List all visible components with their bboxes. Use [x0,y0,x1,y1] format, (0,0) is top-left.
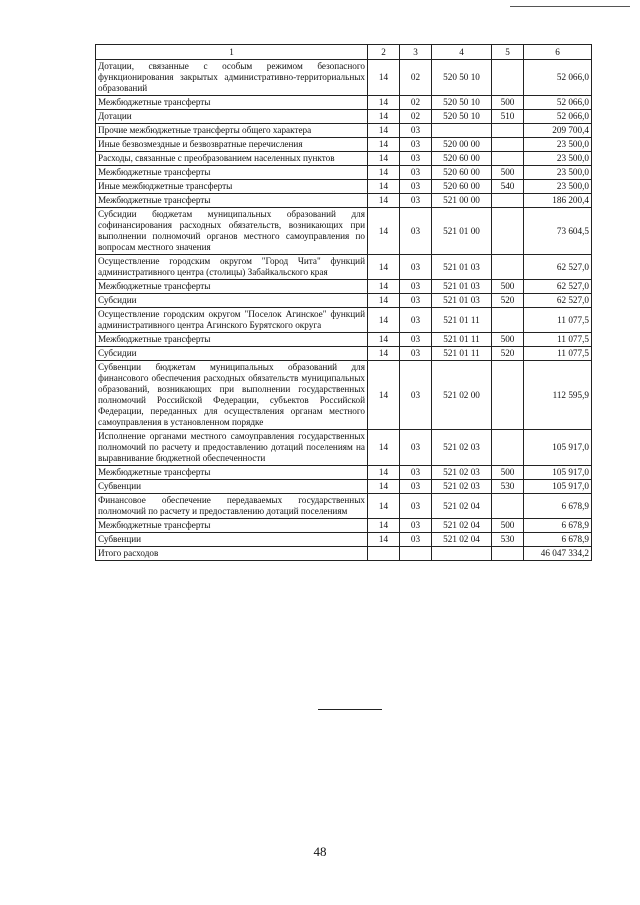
expense-type-code [492,138,524,152]
top-page-rule [510,6,630,7]
amount: 11 077,5 [524,333,592,347]
column-header: 5 [492,45,524,60]
row-name: Межбюджетные трансферты [96,96,368,110]
expenditure-table [95,44,592,561]
table-row [96,166,592,180]
subsection-code: 03 [400,430,432,466]
amount: 52 066,0 [524,96,592,110]
subsection-code: 03 [400,466,432,480]
target-item-code: 520 60 00 [432,152,492,166]
row-name: Расходы, связанные с преобразованием населенных пунктов [96,152,368,166]
target-item-code: 521 00 00 [432,194,492,208]
amount: 23 500,0 [524,180,592,194]
amount: 6 678,9 [524,494,592,519]
expense-type-code: 520 [492,347,524,361]
table-row [96,280,592,294]
table-row [96,110,592,124]
expense-type-code: 530 [492,480,524,494]
section-code: 14 [368,347,400,361]
amount: 209 700,4 [524,124,592,138]
expense-type-code: 500 [492,166,524,180]
total-sum: 46 047 334,2 [524,547,592,561]
target-item-code: 521 02 03 [432,480,492,494]
table-row [96,255,592,280]
row-name: Субсидии [96,347,368,361]
amount: 105 917,0 [524,466,592,480]
expense-type-code [492,430,524,466]
expense-type-code: 500 [492,466,524,480]
row-name: Межбюджетные трансферты [96,166,368,180]
subsection-code: 03 [400,519,432,533]
subsection-code: 03 [400,208,432,255]
expense-type-code: 530 [492,533,524,547]
table-row [96,430,592,466]
amount: 6 678,9 [524,519,592,533]
column-number-header-row [96,45,592,60]
target-item-code [432,124,492,138]
column-header: 6 [524,45,592,60]
target-item-code: 521 02 03 [432,430,492,466]
target-item-code: 521 02 04 [432,519,492,533]
expense-type-code: 500 [492,280,524,294]
table-row [96,361,592,430]
section-code: 14 [368,138,400,152]
subsection-code: 02 [400,110,432,124]
target-item-code: 521 02 00 [432,361,492,430]
target-item-code: 521 01 03 [432,255,492,280]
expense-type-code [492,308,524,333]
total-row [96,547,592,561]
target-item-code: 521 02 04 [432,533,492,547]
section-code: 14 [368,533,400,547]
expense-type-code: 540 [492,180,524,194]
row-name: Иные безвозмездные и безвозвратные перечисления [96,138,368,152]
subsection-code: 03 [400,294,432,308]
amount: 62 527,0 [524,294,592,308]
subsection-code: 03 [400,347,432,361]
closing-rule [318,709,382,710]
subsection-code: 03 [400,333,432,347]
row-name: Дотации [96,110,368,124]
total-empty-cell [492,547,524,561]
subsection-code: 03 [400,533,432,547]
table-row [96,480,592,494]
section-code: 14 [368,361,400,430]
table-row [96,519,592,533]
expense-type-code [492,361,524,430]
row-name: Финансовое обеспечение передаваемых государственных полномочий по расчету и предоставлению дотаций поселениям [96,494,368,519]
subsection-code: 03 [400,280,432,294]
table-row [96,180,592,194]
row-name: Субсидии [96,294,368,308]
row-name: Прочие межбюджетные трансферты общего характера [96,124,368,138]
amount: 11 077,5 [524,347,592,361]
target-item-code: 521 02 04 [432,494,492,519]
subsection-code: 03 [400,152,432,166]
column-header: 2 [368,45,400,60]
row-name: Дотации, связанные с особым режимом безопасного функционирования закрытых административно-территориальных образований [96,60,368,96]
target-item-code: 521 01 03 [432,280,492,294]
target-item-code: 520 50 10 [432,96,492,110]
table-row [96,294,592,308]
section-code: 14 [368,60,400,96]
subsection-code: 02 [400,60,432,96]
table-row [96,96,592,110]
table-row [96,60,592,96]
expense-type-code [492,60,524,96]
target-item-code: 520 50 10 [432,110,492,124]
expense-type-code [492,494,524,519]
subsection-code: 03 [400,138,432,152]
section-code: 14 [368,294,400,308]
row-name: Осуществление городским округом "Поселок Агинское" функций административного центра Агинского Бурятского округа [96,308,368,333]
expense-type-code [492,152,524,166]
total-empty-cell [400,547,432,561]
section-code: 14 [368,180,400,194]
amount: 52 066,0 [524,60,592,96]
table-body [96,60,592,547]
section-code: 14 [368,110,400,124]
row-name: Субсидии бюджетам муниципальных образований для софинансирования расходных обязательств, возникающих при выполнении полномочий органов местного самоуправления по вопросам местного значения [96,208,368,255]
table-row [96,208,592,255]
amount: 105 917,0 [524,430,592,466]
table-row [96,533,592,547]
target-item-code: 520 60 00 [432,166,492,180]
section-code: 14 [368,308,400,333]
amount: 23 500,0 [524,152,592,166]
table-row [96,466,592,480]
amount: 52 066,0 [524,110,592,124]
row-name: Межбюджетные трансферты [96,333,368,347]
amount: 62 527,0 [524,255,592,280]
section-code: 14 [368,208,400,255]
section-code: 14 [368,124,400,138]
target-item-code: 521 01 00 [432,208,492,255]
page-number: 48 [313,844,327,859]
section-code: 14 [368,519,400,533]
amount: 73 604,5 [524,208,592,255]
section-code: 14 [368,194,400,208]
subsection-code: 03 [400,194,432,208]
row-name: Межбюджетные трансферты [96,519,368,533]
section-code: 14 [368,480,400,494]
subsection-code: 03 [400,308,432,333]
table-row [96,152,592,166]
table-row [96,124,592,138]
column-header: 4 [432,45,492,60]
expense-type-code: 520 [492,294,524,308]
table-row [96,138,592,152]
section-code: 14 [368,166,400,180]
section-code: 14 [368,280,400,294]
target-item-code: 521 01 11 [432,308,492,333]
section-code: 14 [368,333,400,347]
total-label: Итого расходов [96,547,368,561]
amount: 6 678,9 [524,533,592,547]
column-header: 1 [96,45,368,60]
subsection-code: 03 [400,166,432,180]
expense-type-code [492,255,524,280]
expense-type-code [492,194,524,208]
table-row [96,308,592,333]
subsection-code: 03 [400,124,432,138]
row-name: Осуществление городским округом "Город Чита" функций административного центра (столицы) Забайкальского края [96,255,368,280]
target-item-code: 520 50 10 [432,60,492,96]
section-code: 14 [368,96,400,110]
total-empty-cell [432,547,492,561]
subsection-code: 03 [400,180,432,194]
table-row [96,347,592,361]
table-row [96,194,592,208]
row-name: Исполнение органами местного самоуправления государственных полномочий по расчету и предоставлению дотаций поселениям на выравнивание бюджетной обеспеченности [96,430,368,466]
target-item-code: 521 01 11 [432,333,492,347]
row-name: Субвенции бюджетам муниципальных образований для финансового обеспечения расходных обязательств муниципальных образований, возникающих при выполнении государственных полномочий Российской Федерации, субъектов Российской Федерации, переданных для осуществления органам местного самоуправления в установленном порядке [96,361,368,430]
total-empty-cell [368,547,400,561]
column-header: 3 [400,45,432,60]
target-item-code: 520 00 00 [432,138,492,152]
amount: 112 595,9 [524,361,592,430]
subsection-code: 03 [400,494,432,519]
section-code: 14 [368,494,400,519]
row-name: Иные межбюджетные трансферты [96,180,368,194]
subsection-code: 02 [400,96,432,110]
expense-type-code: 500 [492,96,524,110]
row-name: Межбюджетные трансферты [96,194,368,208]
target-item-code: 521 01 11 [432,347,492,361]
section-code: 14 [368,152,400,166]
target-item-code: 521 01 03 [432,294,492,308]
row-name: Межбюджетные трансферты [96,280,368,294]
target-item-code: 520 60 00 [432,180,492,194]
table-row [96,333,592,347]
amount: 186 200,4 [524,194,592,208]
subsection-code: 03 [400,255,432,280]
row-name: Субвенции [96,480,368,494]
amount: 23 500,0 [524,166,592,180]
amount: 62 527,0 [524,280,592,294]
amount: 23 500,0 [524,138,592,152]
expense-type-code [492,124,524,138]
expense-type-code [492,208,524,255]
amount: 105 917,0 [524,480,592,494]
expense-type-code: 500 [492,333,524,347]
row-name: Субвенции [96,533,368,547]
expense-type-code: 510 [492,110,524,124]
table-row [96,494,592,519]
amount: 11 077,5 [524,308,592,333]
subsection-code: 03 [400,480,432,494]
row-name: Межбюджетные трансферты [96,466,368,480]
target-item-code: 521 02 03 [432,466,492,480]
section-code: 14 [368,466,400,480]
expense-type-code: 500 [492,519,524,533]
section-code: 14 [368,430,400,466]
section-code: 14 [368,255,400,280]
subsection-code: 03 [400,361,432,430]
